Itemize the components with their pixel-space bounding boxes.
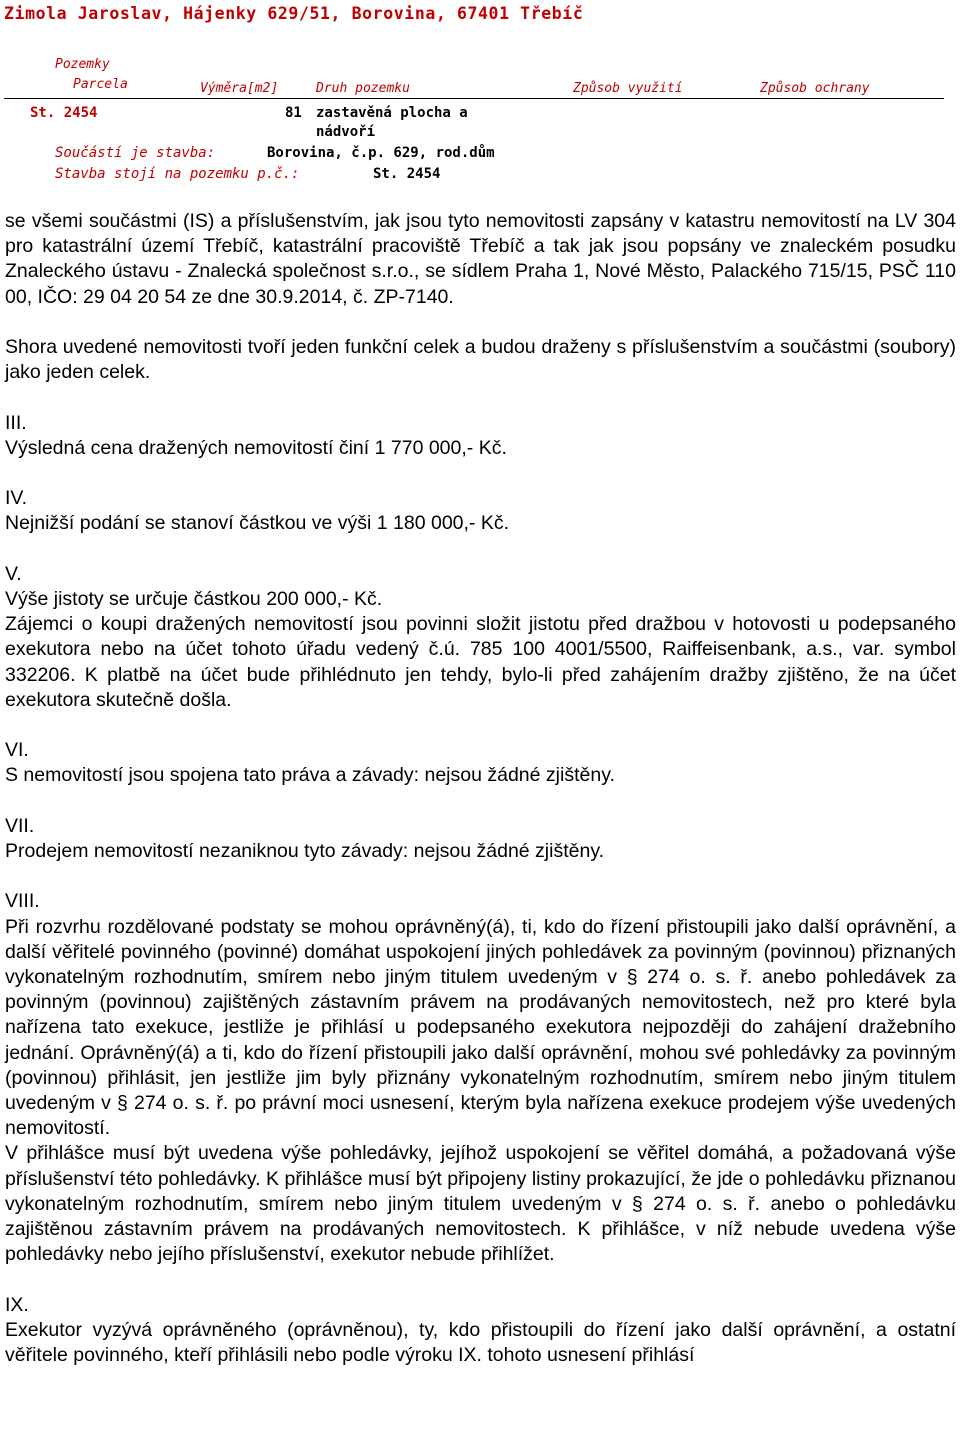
col-header-pozemky: Pozemky — [55, 57, 110, 72]
stojina-label: Stavba stojí na pozemku p.č.: — [55, 166, 300, 182]
section-heading-vi: VI. — [5, 739, 29, 762]
section-heading-vii: VII. — [5, 814, 35, 837]
owner-line: Zimola Jaroslav, Hájenky 629/51, Borovina, 67401 Třebíč — [4, 4, 584, 23]
paragraph-rights-defects: S nemovitostí jsou spojena tato práva a závady: nejsou žádné zjištěny. — [5, 764, 615, 787]
col-header-vymera: Výměra[m2] — [200, 81, 279, 96]
paragraph-claim-application: V přihlášce musí být uvedena výše pohledávky, jejíhož uspokojení se věřitel domáhá, a požadovaná výše příslušenství této pohledávky. K přihlášce musí být připojeny listiny prokazující, že jde o pohledávku přiznanou vykonatelným rozhodnutím, smírem nebo jiným titulem uvedeným v § 274 o. s. ř. anebo o pohledávku zajištěnou zástavním právem na prodávaných nemovitostech. K přihlášce, v níž nebude uvedena výše pohledávky nebo jejího příslušenství, exekutor nebude přihlížet. — [5, 1142, 956, 1266]
parcel-area: 81 — [285, 105, 302, 121]
col-header-vyuziti: Způsob využití — [573, 81, 683, 96]
header-rule — [4, 98, 944, 99]
paragraph-deposit-payment: Zájemci o koupi dražených nemovitostí jsou povinni složit jistotu před dražbou v hotovosti u podepsaného exekutora nebo na účet tohoto úřadu vedený č.ú. 785 100 4001/5500, Raiffeisenbank, a.s., var. symbol 332206. K platbě na účet bude přihlédnuto jen tehdy, bylo-li před zahájením dražby zjištěno, že na účet exekutora skutečně došla. — [5, 613, 956, 711]
paragraph-deposit-amount: Výše jistoty se určuje částkou 200 000,- Kč. — [5, 587, 383, 610]
stojina-value: St. 2454 — [373, 166, 441, 182]
paragraph-persisting-defects: Prodejem nemovitostí nezaniknou tyto závady: nejsou žádné zjištěny. — [5, 839, 605, 862]
parcel-number: St. 2454 — [30, 105, 98, 121]
section-heading-ix: IX. — [5, 1293, 29, 1316]
col-header-parcela: Parcela — [73, 77, 128, 92]
paragraph-functional-unit: Shora uvedené nemovitosti tvoří jeden funkční celek a budou draženy s příslušenstvím a součástmi (soubory) jako jeden celek. — [5, 336, 956, 384]
parcel-kind-line2: nádvoří — [316, 124, 376, 140]
col-header-ochrana: Způsob ochrany — [760, 81, 870, 96]
section-heading-v: V. — [5, 562, 22, 585]
paragraph-lowest-bid: Nejnižší podání se stanoví částkou ve výši 1 180 000,- Kč. — [5, 512, 510, 535]
paragraph-resulting-price: Výsledná cena dražených nemovitostí činí 1 770 000,- Kč. — [5, 436, 507, 459]
parcel-kind-line1: zastavěná plocha a — [316, 105, 468, 121]
section-heading-iv: IV. — [5, 487, 28, 510]
paragraph-executor-call: Exekutor vyzývá oprávněného (oprávněnou), ty, kdo přistoupili do řízení jako další oprávnění, a ostatní věřitele povinného, kteří přihlásili nebo podle výroku IX. tohoto usnesení přihlásí — [5, 1318, 956, 1367]
section-heading-viii: VIII. — [5, 890, 40, 913]
document-body — [5, 209, 956, 1368]
paragraph-claims-distribution: Při rozvrhu rozdělované podstaty se mohou oprávněný(á), ti, kdo do řízení přistoupili jako další oprávnění, a další věřitelé povinného (povinné) domáhat uspokojení jiných pohledávek za povinným (povinnou) přiznaných vykonatelným rozhodnutím, smírem nebo jiným titulem uvedeným v § 274 o. s. ř. anebo pohledávek za povinným (povinnou) zajištěných zástavním právem na prodávaných nemovitostech, než pro které byla nařízena tato exekuce, jestliže je přihlásí u podepsaného exekutora nejpozději do zahájení dražebního jednání. Oprávněný(á) a ti, kdo do řízení přistoupili jako další oprávnění, mohou své pohledávky za povinným (povinnou) přihlásit, jen jestliže jim byly přiznány vykonatelným rozhodnutím, smírem nebo jiným titulem uvedeným v § 274 o. s. ř. po právní moci usnesení, kterým byla nařízena exekuce prodejem výše uvedených nemovitostí. — [5, 915, 956, 1140]
col-header-druh: Druh pozemku — [316, 81, 410, 96]
section-heading-iii: III. — [5, 411, 27, 434]
paragraph-property-description: se všemi součástmi (IS) a příslušenstvím, jak jsou tyto nemovitosti zapsány v katastru nemovitostí na LV 304 pro katastrální území Třebíč, katastrální pracoviště Třebíč a tak jak jsou popsány ve znaleckém posudku Znaleckého ústavu - Znalecká společnost s.r.o., se sídlem Praha 1, Nové Město, Palackého 715/15, PSČ 110 00, IČO: 29 04 20 54 ze dne 30.9.2014, č. ZP-7140. — [5, 210, 956, 308]
soucast-label: Součástí je stavba: — [55, 145, 216, 161]
soucast-value: Borovina, č.p. 629, rod.dům — [267, 145, 495, 161]
